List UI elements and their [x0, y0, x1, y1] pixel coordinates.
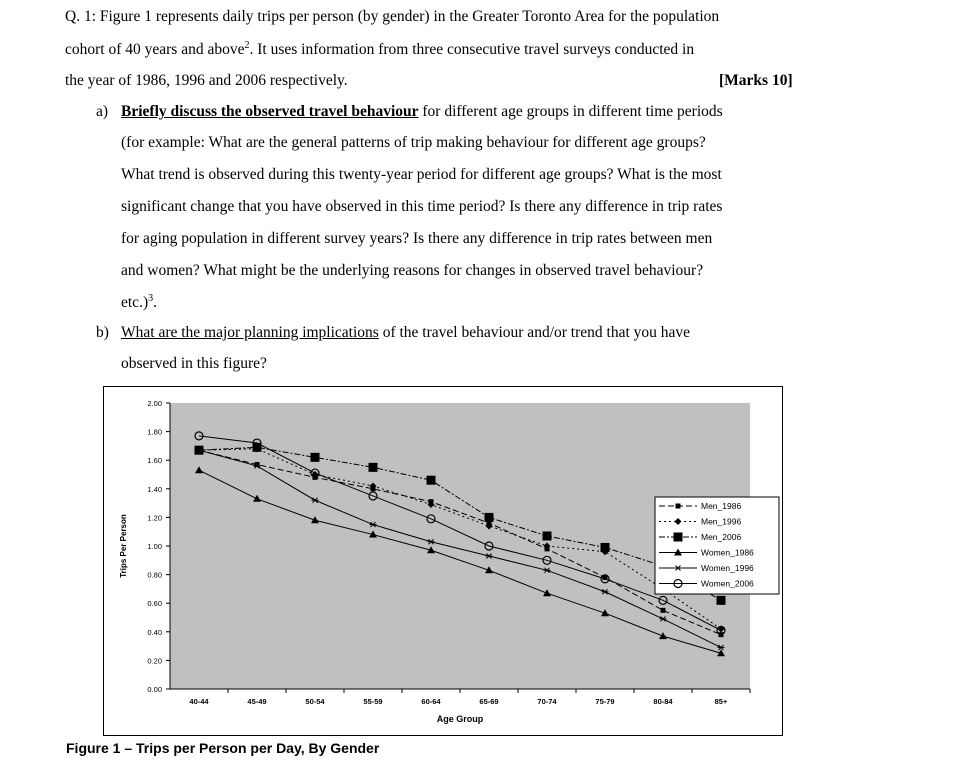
y-tick-label: 0.20 — [147, 656, 162, 666]
figure-1 — [103, 386, 783, 736]
question-line-1-text: Q. 1: Figure 1 represents daily trips per person (by gender) in the Greater Toronto Area for the population — [65, 8, 720, 25]
part-a-line-1-rest: for different age groups in different time periods — [418, 103, 723, 120]
part-a-underlined — [121, 103, 419, 120]
data-point — [369, 463, 378, 472]
y-tick-label: 0.80 — [147, 570, 162, 580]
part-a-line-2: (for example: What are the general patterns of trip making behaviour for different age groups? — [121, 134, 706, 151]
legend-label: Women_1986 — [701, 547, 754, 558]
y-tick-label: 0.60 — [147, 599, 162, 609]
part-a-line-6: and women? What might be the underlying reasons for changes in observed travel behaviour? — [121, 262, 704, 279]
marks-label: [Marks 10] — [719, 72, 793, 89]
question-line-2-post: . It uses information from three consecutive travel surveys conducted in — [249, 41, 695, 59]
part-a-line-7-end: . — [153, 294, 157, 312]
legend-label: Women_1996 — [701, 563, 754, 573]
part-a-label: a) — [96, 103, 109, 120]
legend-label: Men_1986 — [701, 501, 742, 511]
legend-label: Men_2006 — [701, 532, 742, 542]
data-point — [717, 596, 726, 605]
x-tick-label: 75-79 — [595, 697, 615, 706]
x-tick-label: 50-54 — [305, 697, 325, 706]
y-tick-label: 1.00 — [147, 542, 162, 551]
x-tick-label: 85+ — [714, 697, 728, 706]
x-tick-label: 55-59 — [363, 697, 383, 706]
part-a-line-7-text: etc.) — [121, 294, 149, 312]
x-tick-label: 70-74 — [537, 697, 557, 706]
part-a-line-1 — [121, 103, 723, 121]
data-point — [674, 533, 683, 542]
part-a-line-5: for aging population in different survey years? Is there any difference in trip rates between men — [121, 230, 713, 247]
legend-label: Men_1996 — [701, 516, 742, 527]
data-point — [427, 476, 436, 485]
question-line-3-text: the year of 1986, 1996 and 2006 respectively. — [65, 72, 348, 89]
data-point — [661, 608, 666, 613]
x-tick-label: 40-44 — [189, 697, 209, 706]
question-line-2-pre: cohort of 40 years and above — [65, 41, 245, 59]
part-b-label: b) — [96, 324, 109, 341]
data-point — [311, 453, 320, 462]
y-tick-label: 1.40 — [147, 484, 162, 494]
y-axis-title: Trips Per Person — [119, 514, 128, 578]
part-b-underlined: What are the major planning implications — [121, 324, 379, 341]
y-tick-label: 1.80 — [147, 427, 162, 437]
part-a-lead: Briefly discuss the observed travel behaviour — [121, 103, 419, 120]
x-tick-label: 65-69 — [479, 697, 499, 706]
part-b-line-1 — [121, 324, 690, 342]
part-b-line-1-rest: of the travel behaviour and/or trend that you have — [378, 324, 691, 341]
line-chart — [104, 387, 782, 735]
y-tick-label: 1.20 — [147, 513, 162, 523]
data-point — [543, 531, 552, 540]
y-tick-label: 0.40 — [147, 627, 162, 637]
y-tick-label: 0.00 — [147, 685, 162, 694]
x-tick-label: 80-84 — [653, 697, 673, 706]
data-point — [485, 513, 494, 522]
data-point — [676, 504, 681, 509]
question-line-2 — [65, 40, 694, 59]
x-tick-label: 60-64 — [421, 697, 441, 706]
question-line-3 — [65, 72, 348, 90]
x-axis-title: Age Group — [436, 714, 484, 724]
part-b-line-2: observed in this figure? — [121, 355, 267, 372]
figure-caption: Figure 1 – Trips per Person per Day, By Gender — [66, 740, 380, 756]
footnote-3: 3 — [148, 293, 154, 304]
part-a-line-3: What trend is observed during this twenty-year period for different age groups? What is the most — [121, 166, 722, 183]
part-a-line-7 — [121, 293, 157, 312]
legend-label: Women_2006 — [701, 578, 754, 589]
y-tick-label: 2.00 — [147, 399, 162, 408]
data-point — [601, 543, 610, 552]
footnote-2: 2 — [244, 40, 250, 51]
legend — [655, 497, 779, 594]
question-line-1 — [65, 8, 719, 26]
part-a-line-4: significant change that you have observed in this time period? Is there any difference in trip rates — [121, 198, 723, 215]
y-tick-label: 1.60 — [147, 456, 162, 466]
x-tick-label: 45-49 — [247, 697, 267, 706]
